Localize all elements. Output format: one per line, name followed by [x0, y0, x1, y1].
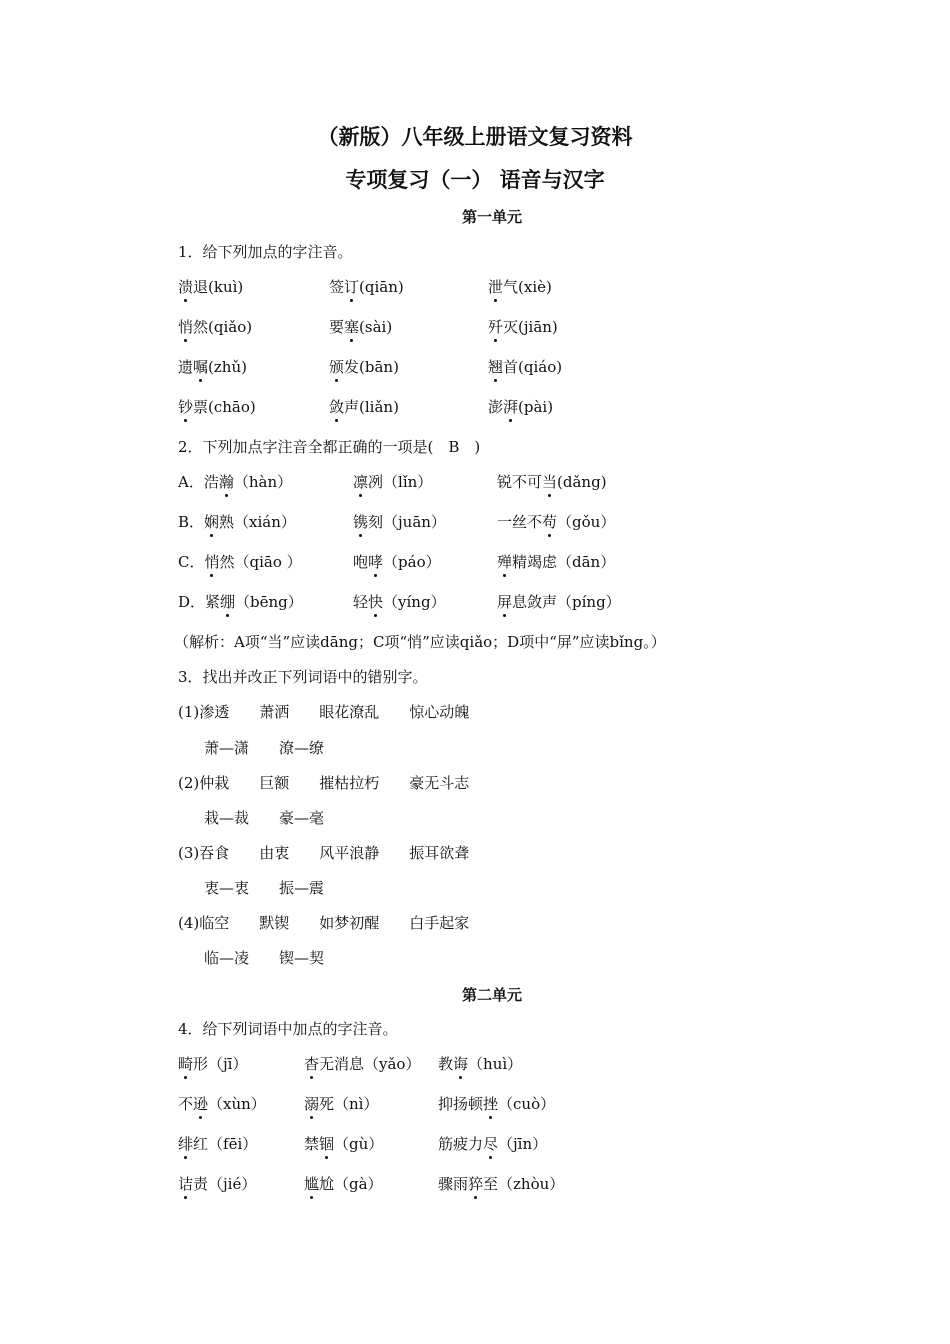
question-1-item [329, 397, 399, 417]
question-2-item [178, 512, 296, 532]
dotted-character: 尴 [304, 1175, 320, 1193]
word-suffix: （xùn） [208, 1095, 266, 1113]
word-suffix: (pài) [518, 398, 554, 416]
question-2-item [497, 512, 615, 532]
question-4-item [304, 1174, 383, 1194]
question-3-prompt: 3．找出并改正下列词语中的错别字。 [178, 668, 428, 686]
question-2-item [353, 472, 432, 492]
dotted-character: 镌 [353, 513, 369, 531]
dotted-character: 塞 [344, 318, 360, 336]
word-prefix: B． [178, 513, 205, 531]
dotted-character: 敛 [329, 398, 345, 416]
word-suffix: （gǒu） [557, 513, 616, 531]
word-suffix: （huì） [468, 1055, 523, 1073]
word-suffix: 至（zhòu） [483, 1175, 565, 1193]
dotted-character: 诲 [453, 1055, 469, 1073]
question-3-fix-4: 临—凌 锲—契 [204, 949, 325, 967]
question-2-item [178, 472, 292, 492]
word-prefix: 遗 [178, 358, 194, 376]
question-2-item [353, 512, 446, 532]
dotted-character: 溺 [304, 1095, 320, 1113]
document-title: （新版）八年级上册语文复习资料 [317, 124, 633, 149]
word-suffix: 然(qiǎo) [193, 318, 253, 336]
word-suffix: (dǎng) [557, 473, 607, 491]
dotted-character: 快 [368, 593, 384, 611]
question-1-item [178, 317, 252, 337]
word-suffix: (sài) [359, 318, 393, 336]
dotted-character: 嘱 [193, 358, 209, 376]
question-3-item-3: (3)吞食 由衷 风平浪静 振耳欲聋 [178, 844, 470, 862]
question-2-item [497, 472, 607, 492]
dotted-character: 钞 [178, 398, 194, 416]
word-suffix: 首(qiáo) [503, 358, 563, 376]
question-4-item [438, 1174, 564, 1194]
word-suffix: （jīn） [498, 1135, 548, 1153]
word-prefix: 骤雨 [438, 1175, 469, 1193]
question-3-item-2: (2)仲栽 巨额 摧枯拉朽 豪无斗志 [178, 774, 470, 792]
word-suffix: 息敛声（píng） [512, 593, 621, 611]
dotted-character: 悄 [178, 318, 194, 336]
dotted-character: 翘 [488, 358, 504, 376]
question-4-item [178, 1174, 256, 1194]
question-2-item [353, 552, 441, 572]
question-3-fix-1: 萧—潇 潦—缭 [204, 739, 325, 757]
question-1-item [178, 357, 247, 377]
word-suffix: 票(chāo) [193, 398, 256, 416]
word-prefix: 澎 [488, 398, 504, 416]
question-2-item [353, 592, 446, 612]
question-4-item [178, 1054, 247, 1074]
word-suffix: 气(xiè) [503, 278, 552, 296]
question-3-item-1: (1)渗透 萧洒 眼花潦乱 惊心动魄 [178, 703, 470, 721]
word-prefix: A．浩 [178, 473, 219, 491]
question-1-item [178, 277, 243, 297]
dotted-character: 挫 [483, 1095, 499, 1113]
question-4-item [438, 1134, 547, 1154]
word-prefix: 签 [329, 278, 345, 296]
word-prefix: 教 [438, 1055, 454, 1073]
question-1-item [488, 357, 562, 377]
dotted-character: 尽 [483, 1135, 499, 1153]
question-4-item [304, 1094, 378, 1114]
word-prefix: 不 [178, 1095, 194, 1113]
dotted-character: 苟 [542, 513, 558, 531]
word-suffix: （bēng） [235, 593, 303, 611]
dotted-character: 订 [344, 278, 360, 296]
word-suffix: 刻（juān） [368, 513, 446, 531]
word-suffix: 熟（xián） [219, 513, 296, 531]
question-2-item [497, 552, 615, 572]
word-prefix: 禁 [304, 1135, 320, 1153]
dotted-character: 哮 [368, 553, 384, 571]
question-4-item [304, 1054, 420, 1074]
question-1-item [178, 397, 256, 417]
dotted-character: 泄 [488, 278, 504, 296]
question-2-prompt: 2．下列加点字注音全都正确的一项是( B ) [178, 438, 481, 456]
question-1-item [488, 317, 558, 337]
question-2-item [178, 552, 302, 572]
word-suffix: 灭(jiān) [503, 318, 558, 336]
document-subtitle: 专项复习（一） 语音与汉字 [345, 167, 605, 192]
question-2-item [178, 592, 303, 612]
word-prefix: 一丝不 [497, 513, 543, 531]
unit-heading-1: 第一单元 [461, 208, 522, 226]
word-suffix: （gù） [334, 1135, 384, 1153]
word-suffix: 形（jī） [193, 1055, 248, 1073]
dotted-character: 殚 [497, 553, 513, 571]
word-prefix: 要 [329, 318, 345, 336]
question-3-item-4: (4)临空 默锲 如梦初醒 白手起家 [178, 914, 470, 932]
dotted-character: 杳 [304, 1055, 320, 1073]
word-suffix: 红（fēi） [193, 1135, 258, 1153]
dotted-character: 凛 [353, 473, 369, 491]
question-4-prompt: 4．给下列词语中加点的字注音。 [178, 1020, 398, 1038]
dotted-character: 湃 [503, 398, 519, 416]
question-4-item [178, 1094, 266, 1114]
question-3-fix-2: 栽—裁 豪—毫 [204, 809, 325, 827]
dotted-character: 畸 [178, 1055, 194, 1073]
word-suffix: （páo） [383, 553, 441, 571]
word-prefix: 轻 [353, 593, 369, 611]
question-1-prompt: 1．给下列加点的字注音。 [178, 243, 353, 261]
word-suffix: (zhǔ) [208, 358, 247, 376]
dotted-character: 娴 [204, 513, 220, 531]
question-1-item [329, 317, 392, 337]
dotted-character: 绷 [220, 593, 236, 611]
word-suffix: 精竭虑（dān） [512, 553, 616, 571]
question-1-item [488, 277, 552, 297]
question-1-item [329, 277, 404, 297]
word-suffix: （yíng） [383, 593, 446, 611]
unit-heading-2: 第二单元 [461, 986, 522, 1004]
dotted-character: 瀚 [218, 473, 234, 491]
dotted-character: 绯 [178, 1135, 194, 1153]
question-2-analysis: （解析：A项“当”应读dāng；C项“悄”应读qiǎo；D项中“屏”应读bǐng。） [174, 633, 666, 651]
word-suffix: (qiān) [359, 278, 404, 296]
question-4-item [438, 1094, 555, 1114]
question-2-item [497, 592, 621, 612]
dotted-character: 悄 [204, 553, 220, 571]
word-prefix: 筋疲力 [438, 1135, 484, 1153]
word-suffix: 然（qiāo ） [219, 553, 302, 571]
word-suffix: （cuò） [498, 1095, 556, 1113]
word-prefix: 抑扬顿 [438, 1095, 484, 1113]
question-4-item [178, 1134, 257, 1154]
question-4-item [438, 1054, 522, 1074]
word-suffix: 发(bān) [344, 358, 399, 376]
word-suffix: 声(liǎn) [344, 398, 399, 416]
dotted-character: 猝 [468, 1175, 484, 1193]
word-suffix: （hàn） [233, 473, 293, 491]
dotted-character: 逊 [193, 1095, 209, 1113]
dotted-character: 当 [542, 473, 558, 491]
word-prefix: 咆 [353, 553, 369, 571]
word-suffix: 冽（lǐn） [368, 473, 433, 491]
dotted-character: 诘 [178, 1175, 194, 1193]
question-4-item [304, 1134, 383, 1154]
dotted-character: 锢 [319, 1135, 335, 1153]
word-suffix: 死（nì） [319, 1095, 379, 1113]
word-suffix: 责（jié） [193, 1175, 257, 1193]
dotted-character: 颁 [329, 358, 345, 376]
word-suffix: 无消息（yǎo） [319, 1055, 421, 1073]
word-prefix: C． [178, 553, 205, 571]
word-prefix: 锐不可 [497, 473, 543, 491]
word-prefix: D．紧 [178, 593, 221, 611]
dotted-character: 溃 [178, 278, 194, 296]
word-suffix: 退(kuì) [193, 278, 244, 296]
word-suffix: 尬（gà） [319, 1175, 383, 1193]
dotted-character: 屏 [497, 593, 513, 611]
question-1-item [329, 357, 399, 377]
question-3-fix-3: 衷—衷 振—震 [204, 879, 325, 897]
question-1-item [488, 397, 553, 417]
dotted-character: 歼 [488, 318, 504, 336]
